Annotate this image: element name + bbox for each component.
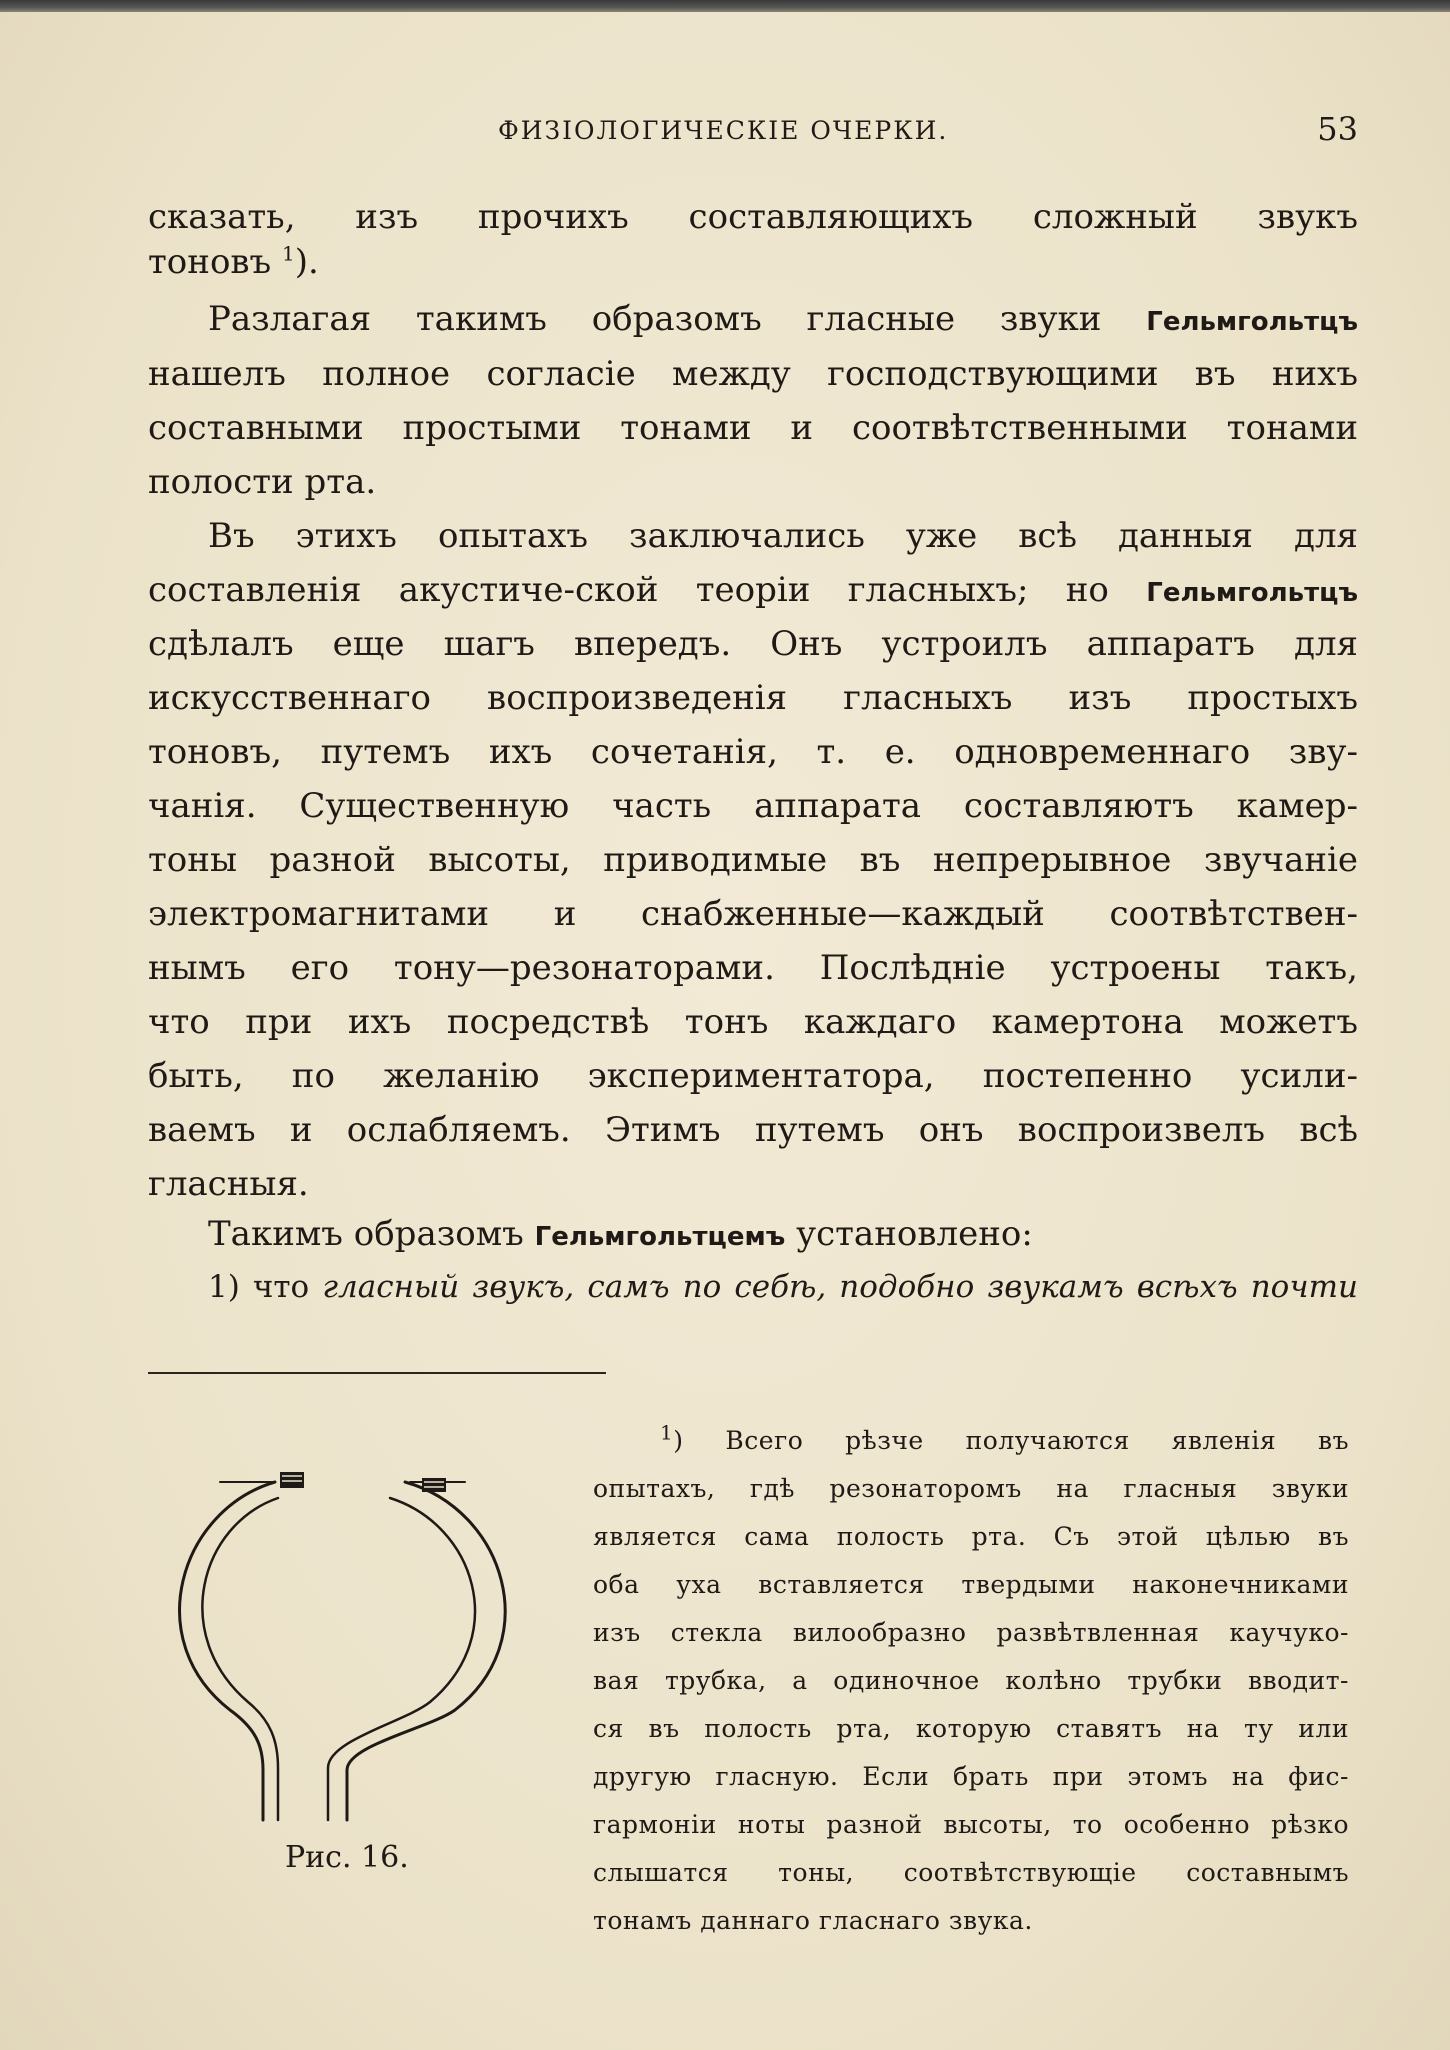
text-line <box>208 1214 1358 1254</box>
person-name: Гельмгольтцемъ <box>534 1222 786 1252</box>
text-line: полости рта. <box>148 462 377 502</box>
footnote-line: изъ стекла вилообразно развѣтвленная каучуко- <box>593 1618 1349 1647</box>
text-line: электромагнитами и снабженные—каждый соотвѣтствен- <box>148 894 1358 934</box>
running-title: ФИЗІОЛОГИЧЕСКІЕ ОЧЕРКИ. <box>498 116 949 145</box>
footnote-line: опытахъ, гдѣ резонаторомъ на гласныя звуки <box>593 1474 1349 1503</box>
page-number: 53 <box>1317 110 1358 148</box>
figure-caption: Рис. 16. <box>285 1840 409 1875</box>
text-line: ваемъ и ослабляемъ. Этимъ путемъ онъ воспроизвелъ всѣ <box>148 1110 1358 1150</box>
text-line: гласныя. <box>148 1164 309 1204</box>
text-line: сдѣлалъ еще шагъ впередъ. Онъ устроилъ аппаратъ для <box>148 624 1358 664</box>
text-span: Такимъ образомъ <box>208 1214 524 1254</box>
list-number: 1) что <box>208 1269 310 1305</box>
footnote-reference: 1 <box>282 241 295 266</box>
scan-top-border <box>0 0 1450 12</box>
text-line: тоновъ, путемъ ихъ сочетанія, т. е. одновременнаго зву- <box>148 732 1358 772</box>
text-span: составленія акустиче-ской теоріи гласныхъ; но <box>148 570 1109 610</box>
text-line: нымъ его тону—резонаторами. Послѣдніе устроены такъ, <box>148 948 1358 988</box>
footnote-marker: 1 <box>660 1420 674 1445</box>
person-name: Гельмгольтцъ <box>1146 578 1358 608</box>
text-line: чанія. Существенную часть аппарата составляютъ камер- <box>148 786 1358 826</box>
text-line: Въ этихъ опытахъ заключались уже всѣ данныя для <box>208 516 1358 556</box>
footnote-rule <box>148 1372 606 1374</box>
footnote-line: вая трубка, а одиночное колѣно трубки вводит- <box>593 1666 1349 1695</box>
footnote-line: является сама полость рта. Съ этой цѣлью въ <box>593 1522 1349 1551</box>
footnote-line: ся въ полость рта, которую ставятъ на ту или <box>593 1714 1349 1743</box>
text-span: Всего рѣзче получаются явленія въ <box>725 1426 1350 1455</box>
footnote-line: $^1$) Всего рѣзче получаются явленія въ <box>660 1420 1350 1455</box>
footnote-line: слышатся тоны, соотвѣтствующіе составнымъ <box>593 1858 1349 1887</box>
footnote-line: тонамъ даннаго гласнаго звука. <box>593 1906 1033 1935</box>
text-line <box>208 299 1358 339</box>
text-line: быть, по желанію экспериментатора, постепенно усили- <box>148 1056 1358 1096</box>
text-span: тоновъ <box>148 242 272 282</box>
text-line: нашелъ полное согласіе между господствующими въ нихъ <box>148 354 1358 394</box>
text-line: что при ихъ посредствѣ тонъ каждаго камертона можетъ <box>148 1002 1358 1042</box>
footnote-line: гармоніи ноты разной высоты, то особенно рѣзко <box>593 1810 1349 1839</box>
footnote-line: другую гласную. Если брать при этомъ на фис- <box>593 1762 1349 1791</box>
running-head <box>148 108 1358 158</box>
text-span: ). <box>294 242 319 282</box>
text-span: Разлагая такимъ образомъ гласные звуки <box>208 299 1102 339</box>
text-line: тоны разной высоты, приводимые въ непрерывное звучаніе <box>148 840 1358 880</box>
text-span: установлено: <box>796 1214 1033 1254</box>
emphasis-text: гласный звукъ, самъ по себѣ, подобно звукамъ всѣхъ почти <box>322 1269 1358 1305</box>
footnote-line: оба уха вставляется твердыми наконечниками <box>593 1570 1349 1599</box>
list-item <box>208 1269 1358 1305</box>
text-line: искусственнаго воспроизведенія гласныхъ изъ простыхъ <box>148 678 1358 718</box>
text-line: составными простыми тонами и соотвѣтственными тонами <box>148 408 1358 448</box>
text-line <box>148 570 1358 610</box>
stethoscope-figure <box>160 1470 550 1830</box>
text-line <box>148 241 1358 282</box>
person-name: Гельмгольтцъ <box>1146 307 1358 337</box>
text-line: сказать, изъ прочихъ составляющихъ сложный звукъ <box>148 197 1358 237</box>
